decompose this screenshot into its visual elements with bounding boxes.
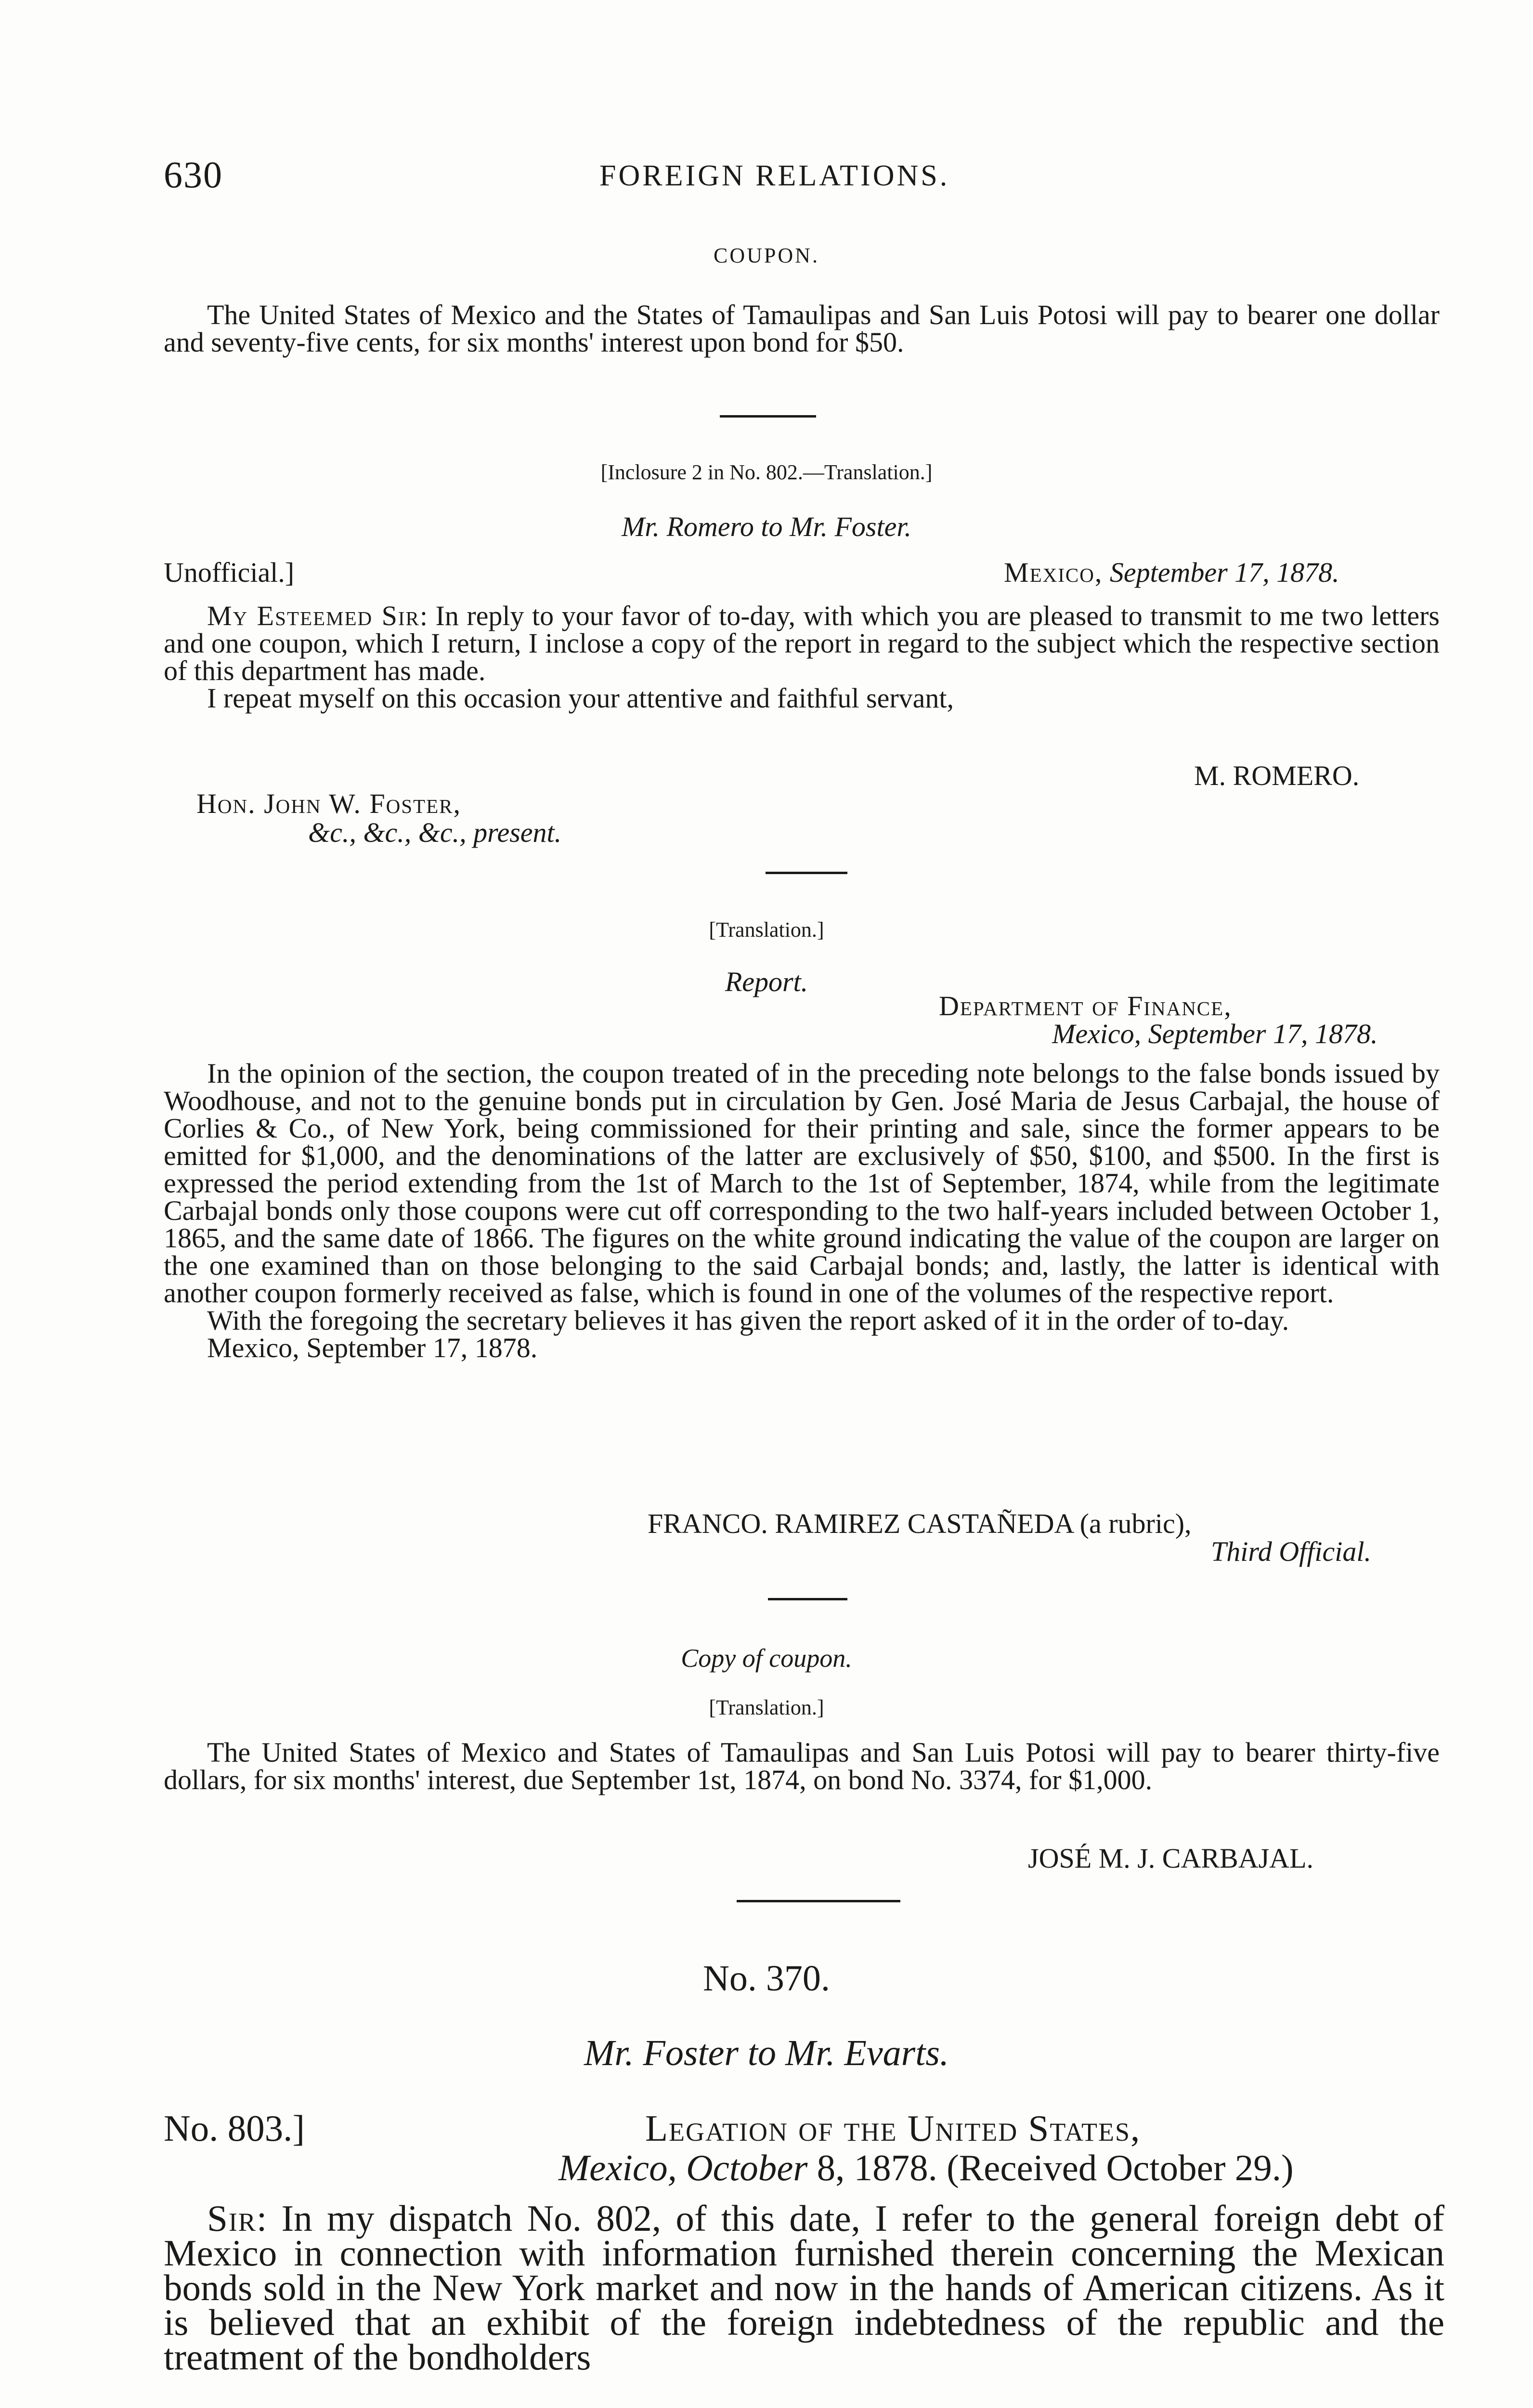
coupon-text: [164, 301, 1440, 356]
romero-signature: M. ROMERO.: [1194, 760, 1360, 791]
report-signature: FRANCO. RAMIREZ CASTAÑEDA (a rubric),: [648, 1508, 1192, 1539]
page-number: 630: [164, 154, 223, 196]
inclosure-title: Mr. Romero to Mr. Foster.: [621, 511, 911, 542]
report-body: [164, 1060, 1440, 1361]
addressee-line: &c., &c., &c., present.: [308, 817, 562, 848]
dispatch-text: : In my dispatch No. 802, of this date, I refer to the general foreign debt of Mexico in connection with information furnished therein concerning the Mexican bonds sold in the New York market and now in the hands of American citizens. As it is believed that an exhibit of the foreign indebtedness of the republic and the treatment of the bondholders: [164, 2198, 1444, 2378]
report-date: Mexico, September 17, 1878.: [207, 1332, 538, 1363]
report-department: Department of Finance,: [939, 990, 1232, 1021]
carbajal-signature: JOSÉ M. J. CARBAJAL.: [1028, 1843, 1313, 1874]
dispatch-salutation: Sir: [207, 2198, 257, 2239]
letter-salutation: My Esteemed Sir: [207, 600, 420, 631]
document-dateline: [559, 2147, 1294, 2188]
section-divider: [720, 415, 816, 418]
inclosure-dateline: [1004, 559, 1339, 586]
addressee: Hon. John W. Foster,: [196, 788, 461, 819]
coupon-heading: COUPON.: [714, 244, 819, 267]
report-paragraph: In the opinion of the section, the coupon treated of in the preceding note belongs to the false bonds issued by Woodhouse, and not to the genuine bonds put in circulation by Gen. José Maria de Jesus Carbajal, the house of Corlies & Co., of New York, being commissioned for their printing and sale, since the former appears to be emitted for $1,000, and the denominations of the latter are exclusively of $50, $100, and $500. In the first is expressed the period extending from the 1st of March to the 1st of September, 1874, while from the legitimate Carbajal bonds only those coupons were cut off corresponding to the two half-years included between October 1, 1865, and the same date of 1866. The figures on the white ground indicating the value of the coupon are larger on the one examined than on those belonging to the said Carbajal bonds; and, lastly, the latter is identical with another coupon formerly received as false, which is found in one of the volumes of the respective report.: [164, 1058, 1440, 1309]
report-dateline: Mexico, September 17, 1878.: [1052, 1018, 1378, 1049]
copy-coupon-translation-label: [Translation.]: [709, 1696, 824, 1719]
dispatch-body: [164, 2198, 1444, 2378]
unofficial-marker: Unofficial.]: [164, 557, 295, 588]
copy-coupon-title: Copy of coupon.: [681, 1644, 852, 1673]
letter-body: [164, 602, 1440, 684]
addressee-name: [196, 790, 461, 817]
report-title: Report.: [725, 966, 808, 997]
dateline-place-month: Mexico, October: [559, 2147, 808, 2188]
document-number: No. 370.: [703, 1958, 830, 1999]
copy-coupon-text: [164, 1739, 1440, 1793]
dateline-date: September 17, 1878.: [1109, 557, 1339, 588]
dateline-rest: 8, 1878. (Received October 29.): [817, 2147, 1294, 2188]
running-title: FOREIGN RELATIONS.: [599, 159, 950, 192]
document-title: Mr. Foster to Mr. Evarts.: [584, 2033, 949, 2073]
copy-coupon-paragraph: The United States of Mexico and States of Tamaulipas and San Luis Potosi will pay to bearer thirty-five dollars, for six months' interest, due September 1st, 1874, on bond No. 3374, for $1,000.: [164, 1737, 1440, 1795]
dispatch-marker: No. 803.]: [164, 2107, 305, 2149]
dateline-place: Mexico,: [1004, 557, 1103, 588]
legation-line: Legation of the United States,: [645, 2107, 1141, 2149]
letter-closing: I repeat myself on this occasion your attentive and faithful servant,: [207, 682, 954, 714]
report-signature-title: Third Official.: [1211, 1536, 1371, 1567]
dispatch-paragraph: [164, 2198, 1444, 2378]
coupon-paragraph: The United States of Mexico and the States of Tamaulipas and San Luis Potosi will pay to bearer one dollar and seventy-five cents, for six months' interest upon bond for $50.: [164, 299, 1440, 358]
section-divider: [766, 872, 847, 874]
inclosure-letter: [164, 602, 1440, 712]
report-translation-label: [Translation.]: [709, 918, 824, 942]
section-divider: [768, 1598, 847, 1600]
inclosure-label: [Inclosure 2 in No. 802.—Translation.]: [600, 460, 933, 484]
letter-text: : In reply to your favor of to-day, with which you are pleased to transmit to me two letters and one coupon, which I return, I inclose a copy of the report in regard to the subject which the respective section of this department has made.: [164, 600, 1440, 686]
report-closing: With the foregoing the secretary believes it has given the report asked of it in the order of to-day.: [207, 1305, 1289, 1336]
section-divider: [737, 1900, 900, 1902]
